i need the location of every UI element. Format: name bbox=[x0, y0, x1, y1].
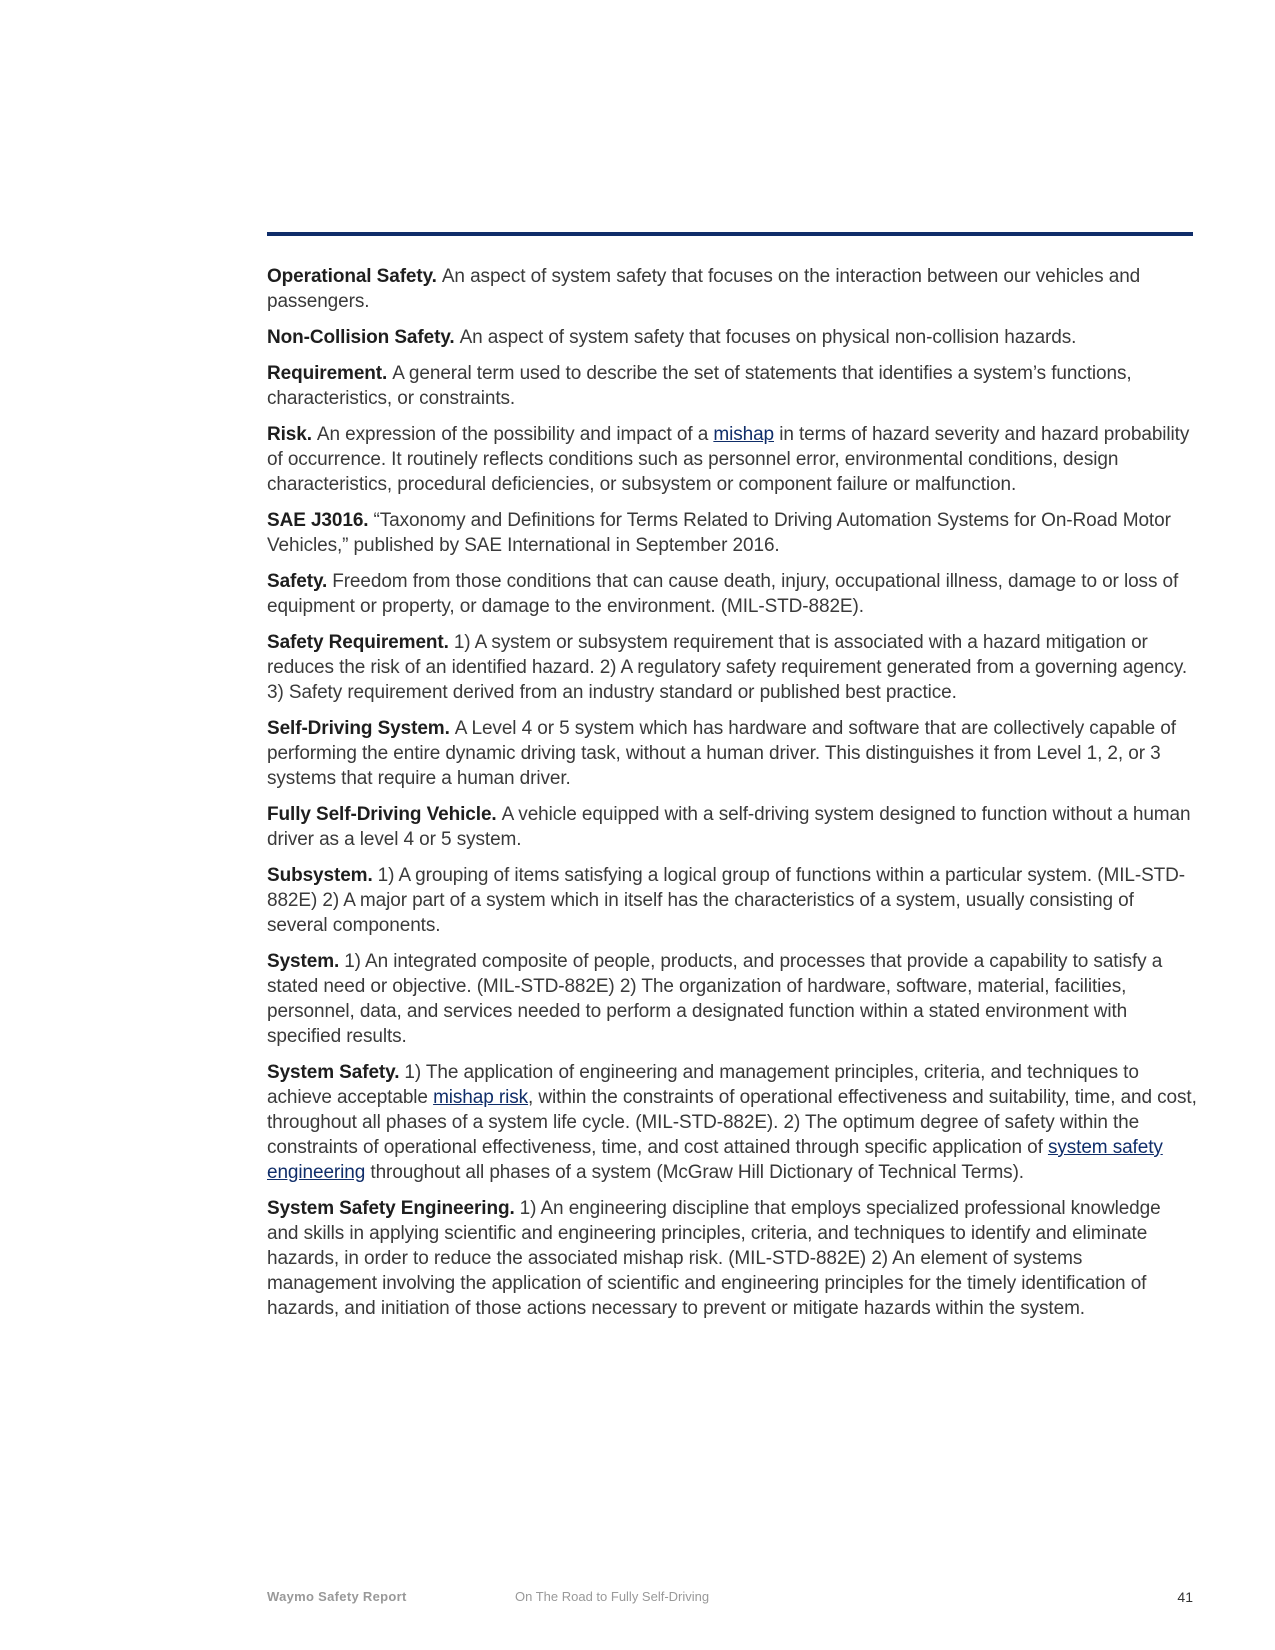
mishap-risk-link[interactable]: mishap risk bbox=[433, 1087, 529, 1108]
definition-part: in terms of hazard severity and hazard probability of occurrence. It routinely reflects conditions such as personnel error, environmental conditions, design characteristics, procedural deficiencies, or subsystem or component failure or malfunction. bbox=[267, 424, 1190, 495]
definition: 1) A grouping of items satisfying a logical group of functions within a particular system. (MIL-STD-882E) 2) A major part of a system which in itself has the characteristics of a system, usually consisting of several components. bbox=[267, 865, 1186, 936]
footer-section-title: On The Road to Fully Self-Driving bbox=[515, 1589, 710, 1604]
glossary-entry-requirement bbox=[267, 361, 1197, 411]
page-number: 41 bbox=[1177, 1589, 1193, 1605]
definition: An aspect of system safety that focuses on physical non-collision hazards. bbox=[459, 327, 1077, 348]
glossary-entry-safety bbox=[267, 569, 1197, 619]
glossary-entry-self-driving-system bbox=[267, 716, 1197, 791]
glossary bbox=[267, 264, 1197, 1332]
system-safety-engineering-link[interactable]: system safety engineering bbox=[267, 1137, 1163, 1183]
definition: “Taxonomy and Definitions for Terms Related to Driving Automation Systems for On-Road Motor Vehicles,” published by SAE International in September 2016. bbox=[267, 510, 1171, 556]
term: SAE J3016. bbox=[267, 510, 369, 531]
term: Requirement. bbox=[267, 363, 388, 384]
definition-part: An expression of the possibility and impact of a bbox=[316, 424, 714, 445]
definition-part: 1) The application of engineering and management principles, criteria, and techniques to achieve acceptable bbox=[267, 1062, 1139, 1108]
term: Self-Driving System. bbox=[267, 718, 450, 739]
glossary-entry-subsystem bbox=[267, 863, 1197, 938]
definition-part: , within the constraints of operational effectiveness and suitability, time, and cost, throughout all phases of a system life cycle. (MIL-STD-882E). 2) The optimum degree of safety within the constraints of operational effectiveness, time, and cost attained through specific application of bbox=[267, 1087, 1197, 1158]
mishap-link[interactable]: mishap bbox=[713, 424, 775, 445]
glossary-entry-system bbox=[267, 949, 1197, 1049]
glossary-entry-non-collision-safety bbox=[267, 325, 1197, 350]
term: Risk. bbox=[267, 424, 312, 445]
header-rule bbox=[267, 232, 1193, 236]
term: Operational Safety. bbox=[267, 266, 437, 287]
glossary-entry-system-safety bbox=[267, 1060, 1197, 1185]
term: Safety Requirement. bbox=[267, 632, 449, 653]
glossary-entry-fully-self-driving-vehicle bbox=[267, 802, 1197, 852]
definition: An aspect of system safety that focuses on the interaction between our vehicles and passengers. bbox=[267, 266, 1141, 312]
definition: A general term used to describe the set of statements that identifies a system’s functions, characteristics, or constraints. bbox=[267, 363, 1132, 409]
definition: 1) A system or subsystem requirement that is associated with a hazard mitigation or reduces the risk of an identified hazard. 2) A regulatory safety requirement generated from a governing agency. 3) Safety requirement derived from an industry standard or published best practice. bbox=[267, 632, 1188, 703]
term: System Safety. bbox=[267, 1062, 400, 1083]
term: Fully Self-Driving Vehicle. bbox=[267, 804, 497, 825]
definition: A vehicle equipped with a self-driving system designed to function without a human driver as a level 4 or 5 system. bbox=[267, 804, 1191, 850]
term: Non-Collision Safety. bbox=[267, 327, 455, 348]
definition-part: throughout all phases of a system (McGraw Hill Dictionary of Technical Terms). bbox=[365, 1162, 1024, 1183]
footer-brand: Waymo Safety Report bbox=[267, 1589, 407, 1604]
definition: 1) An engineering discipline that employs specialized professional knowledge and skills in applying scientific and engineering principles, criteria, and techniques to identify and eliminate hazards, in order to reduce the associated mishap risk. (MIL-STD-882E) 2) An element of systems management involving the application of scientific and engineering principles for the timely identification of hazards, and initiation of those actions necessary to prevent or mitigate hazards within the system. bbox=[267, 1198, 1161, 1319]
definition: A Level 4 or 5 system which has hardware and software that are collectively capable of performing the entire dynamic driving task, without a human driver. This distinguishes it from Level 1, 2, or 3 systems that require a human driver. bbox=[267, 718, 1176, 789]
glossary-entry-system-safety-engineering bbox=[267, 1196, 1197, 1321]
term: Subsystem. bbox=[267, 865, 373, 886]
term: System Safety Engineering. bbox=[267, 1198, 515, 1219]
glossary-entry-operational-safety bbox=[267, 264, 1197, 314]
glossary-entry-risk bbox=[267, 422, 1197, 497]
term: Safety. bbox=[267, 571, 328, 592]
term: System. bbox=[267, 951, 340, 972]
glossary-entry-safety-requirement bbox=[267, 630, 1197, 705]
definition: 1) An integrated composite of people, products, and processes that provide a capability to satisfy a stated need or objective. (MIL-STD-882E) 2) The organization of hardware, software, material, facilities, personnel, data, and services needed to perform a designated function within a stated environment with specified results. bbox=[267, 951, 1163, 1047]
glossary-entry-sae-j3016 bbox=[267, 508, 1197, 558]
definition: Freedom from those conditions that can cause death, injury, occupational illness, damage to or loss of equipment or property, or damage to the environment. (MIL-STD-882E). bbox=[267, 571, 1179, 617]
